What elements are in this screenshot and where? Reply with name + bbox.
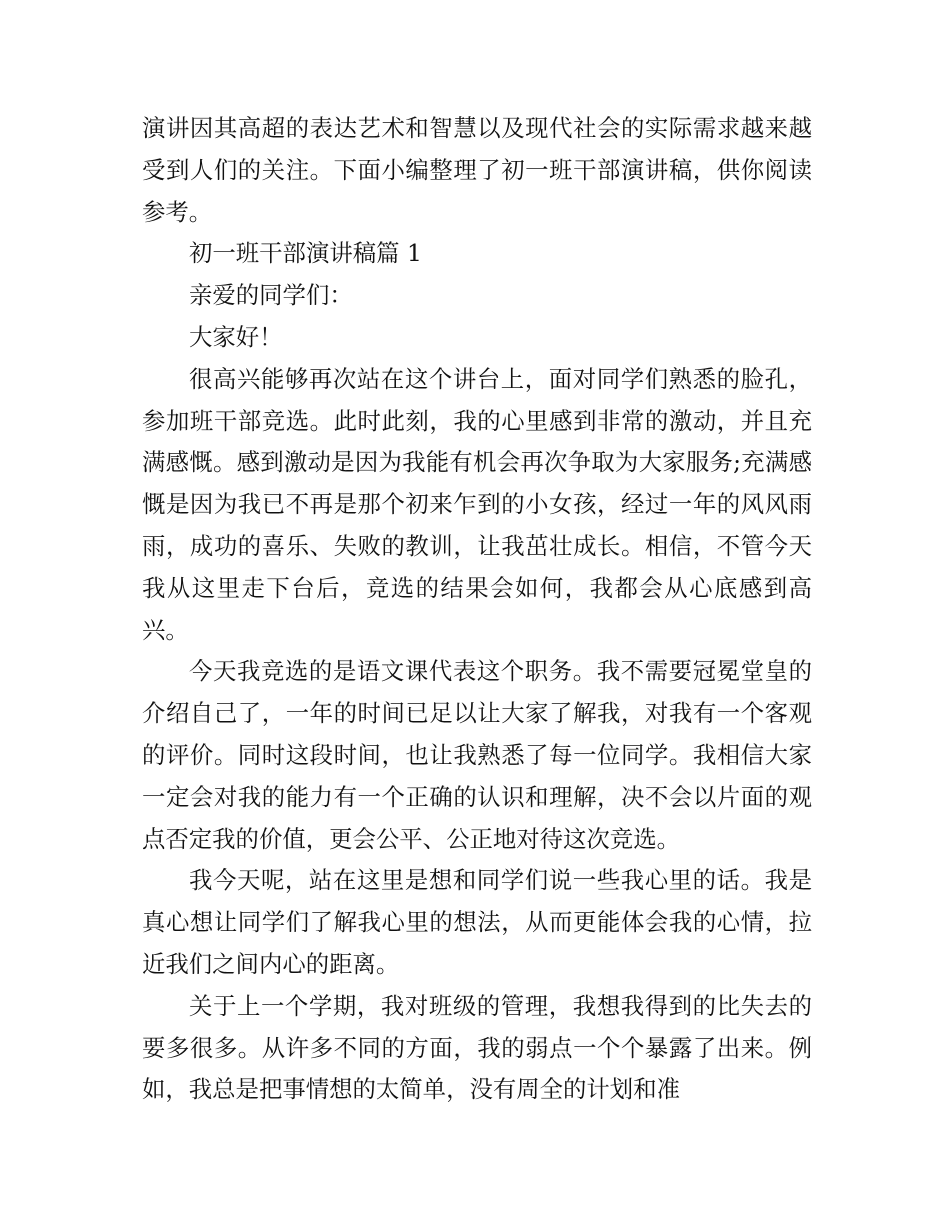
speech-heading: 初一班干部演讲稿篇 1 (189, 239, 422, 268)
greeting: 大家好！ (189, 322, 283, 351)
document-page (142, 108, 812, 1111)
intro-paragraph: 演讲因其高超的表达艺术和智慧以及现代社会的实际需求越来越受到人们的关注。下面小编整理了初一班干部演讲稿，供你阅读参考。 (142, 114, 812, 226)
body-paragraph: 我今天呢，站在这里是想和同学们说一些我心里的话。我是真心想让同学们了解我心里的想法，从而更能体会我的心情，拉近我们之间内心的距离。 (142, 866, 812, 978)
salutation: 亲爱的同学们： (189, 281, 353, 310)
body-paragraph: 关于上一个学期，我对班级的管理，我想我得到的比失去的要多很多。从许多不同的方面，我的弱点一个个暴露了出来。例如，我总是把事情想的太简单，没有周全的计划和准 (142, 991, 812, 1104)
body-paragraph: 很高兴能够再次站在这个讲台上，面对同学们熟悉的脸孔，参加班干部竞选。此时此刻，我的心里感到非常的激动，并且充满感慨。感到激动是因为我能有机会再次争取为大家服务;充满感慨是因为我已不再是那个初来乍到的小女孩，经过一年的风风雨雨，成功的喜乐、失败的教训，让我茁壮成长。相信，不管今天我从这里走下台后，竞选的结果会如何，我都会从心底感到高兴。 (142, 364, 812, 644)
body-paragraph: 今天我竞选的是语文课代表这个职务。我不需要冠冕堂皇的介绍自己了，一年的时间已足以让大家了解我，对我有一个客观的评价。同时这段时间，也让我熟悉了每一位同学。我相信大家一定会对我的能力有一个正确的认识和理解，决不会以片面的观点否定我的价值，更会公平、公正地对待这次竞选。 (142, 657, 812, 853)
